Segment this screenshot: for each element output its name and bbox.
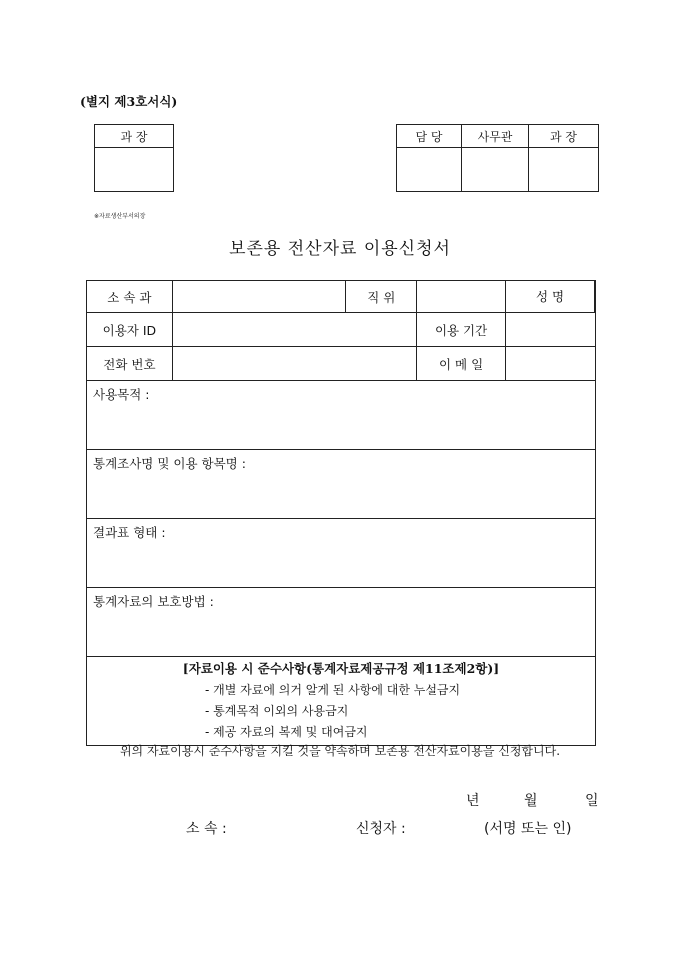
year-label: 년 <box>466 793 480 809</box>
approval-sign-cell[interactable] <box>397 148 462 192</box>
name-group <box>506 281 596 313</box>
email-label: 이 메 일 <box>417 347 506 381</box>
approval-sign-cell[interactable] <box>529 148 599 192</box>
position-value[interactable] <box>417 281 506 313</box>
approval-sign-cell[interactable] <box>462 148 529 192</box>
rules-section <box>87 657 596 746</box>
survey-field[interactable]: 통계조사명 및 이용 항목명 : <box>87 450 596 519</box>
date-line <box>440 790 599 810</box>
day-label: 일 <box>584 793 599 809</box>
dept-value[interactable] <box>172 281 346 313</box>
email-value[interactable] <box>506 347 596 381</box>
phone-label: 전화 번호 <box>87 347 173 381</box>
user-id-label: 이용자 ID <box>87 313 173 347</box>
applicant-label: 신청자 : <box>356 821 406 837</box>
application-form-table <box>86 280 596 746</box>
rules-item: - 제공 자료의 복제 및 대여금지 <box>205 725 368 739</box>
right-approval-box <box>396 124 599 192</box>
month-label: 월 <box>523 793 538 809</box>
sign-note: (서명 또는 인) <box>484 821 572 837</box>
result-format-field[interactable]: 결과표 형태 : <box>87 519 596 588</box>
purpose-field[interactable]: 사용목적 : <box>87 381 596 450</box>
page-title: 보존용 전산자료 이용신청서 <box>229 239 451 259</box>
approval-header: 과 장 <box>95 125 174 148</box>
rules-title: [자료이용 시 준수사항(통계자료제공규정 제11조제2항)] <box>182 661 500 676</box>
approval-sign-cell[interactable] <box>95 148 174 192</box>
user-id-value[interactable] <box>172 313 416 347</box>
name-label: 성 명 <box>506 281 595 312</box>
period-label: 이용 기간 <box>417 313 506 347</box>
approval-header: 담 당 <box>397 125 462 148</box>
period-value[interactable] <box>506 313 596 347</box>
pledge-text: 위의 자료이용시 준수사항을 지킬 것을 약속하며 보존용 전산자료이용을 신청합니다. <box>119 744 561 758</box>
affiliation-label: 소 속 : <box>186 821 227 837</box>
approval-header: 사무관 <box>462 125 529 148</box>
rules-item: - 통계목적 이외의 사용금지 <box>205 704 349 718</box>
form-number: (별지 제3호서식) <box>80 94 178 109</box>
rules-item: - 개별 자료에 의거 알게 된 사항에 대한 누설금지 <box>205 683 461 697</box>
dept-label: 소 속 과 <box>87 281 173 313</box>
footnote: ※자료생산부서의장 <box>94 213 146 220</box>
approval-header: 과 장 <box>529 125 599 148</box>
left-approval-box <box>94 124 174 192</box>
position-label: 직 위 <box>346 281 417 313</box>
phone-value[interactable] <box>172 347 416 381</box>
protection-field[interactable]: 통계자료의 보호방법 : <box>87 588 596 657</box>
